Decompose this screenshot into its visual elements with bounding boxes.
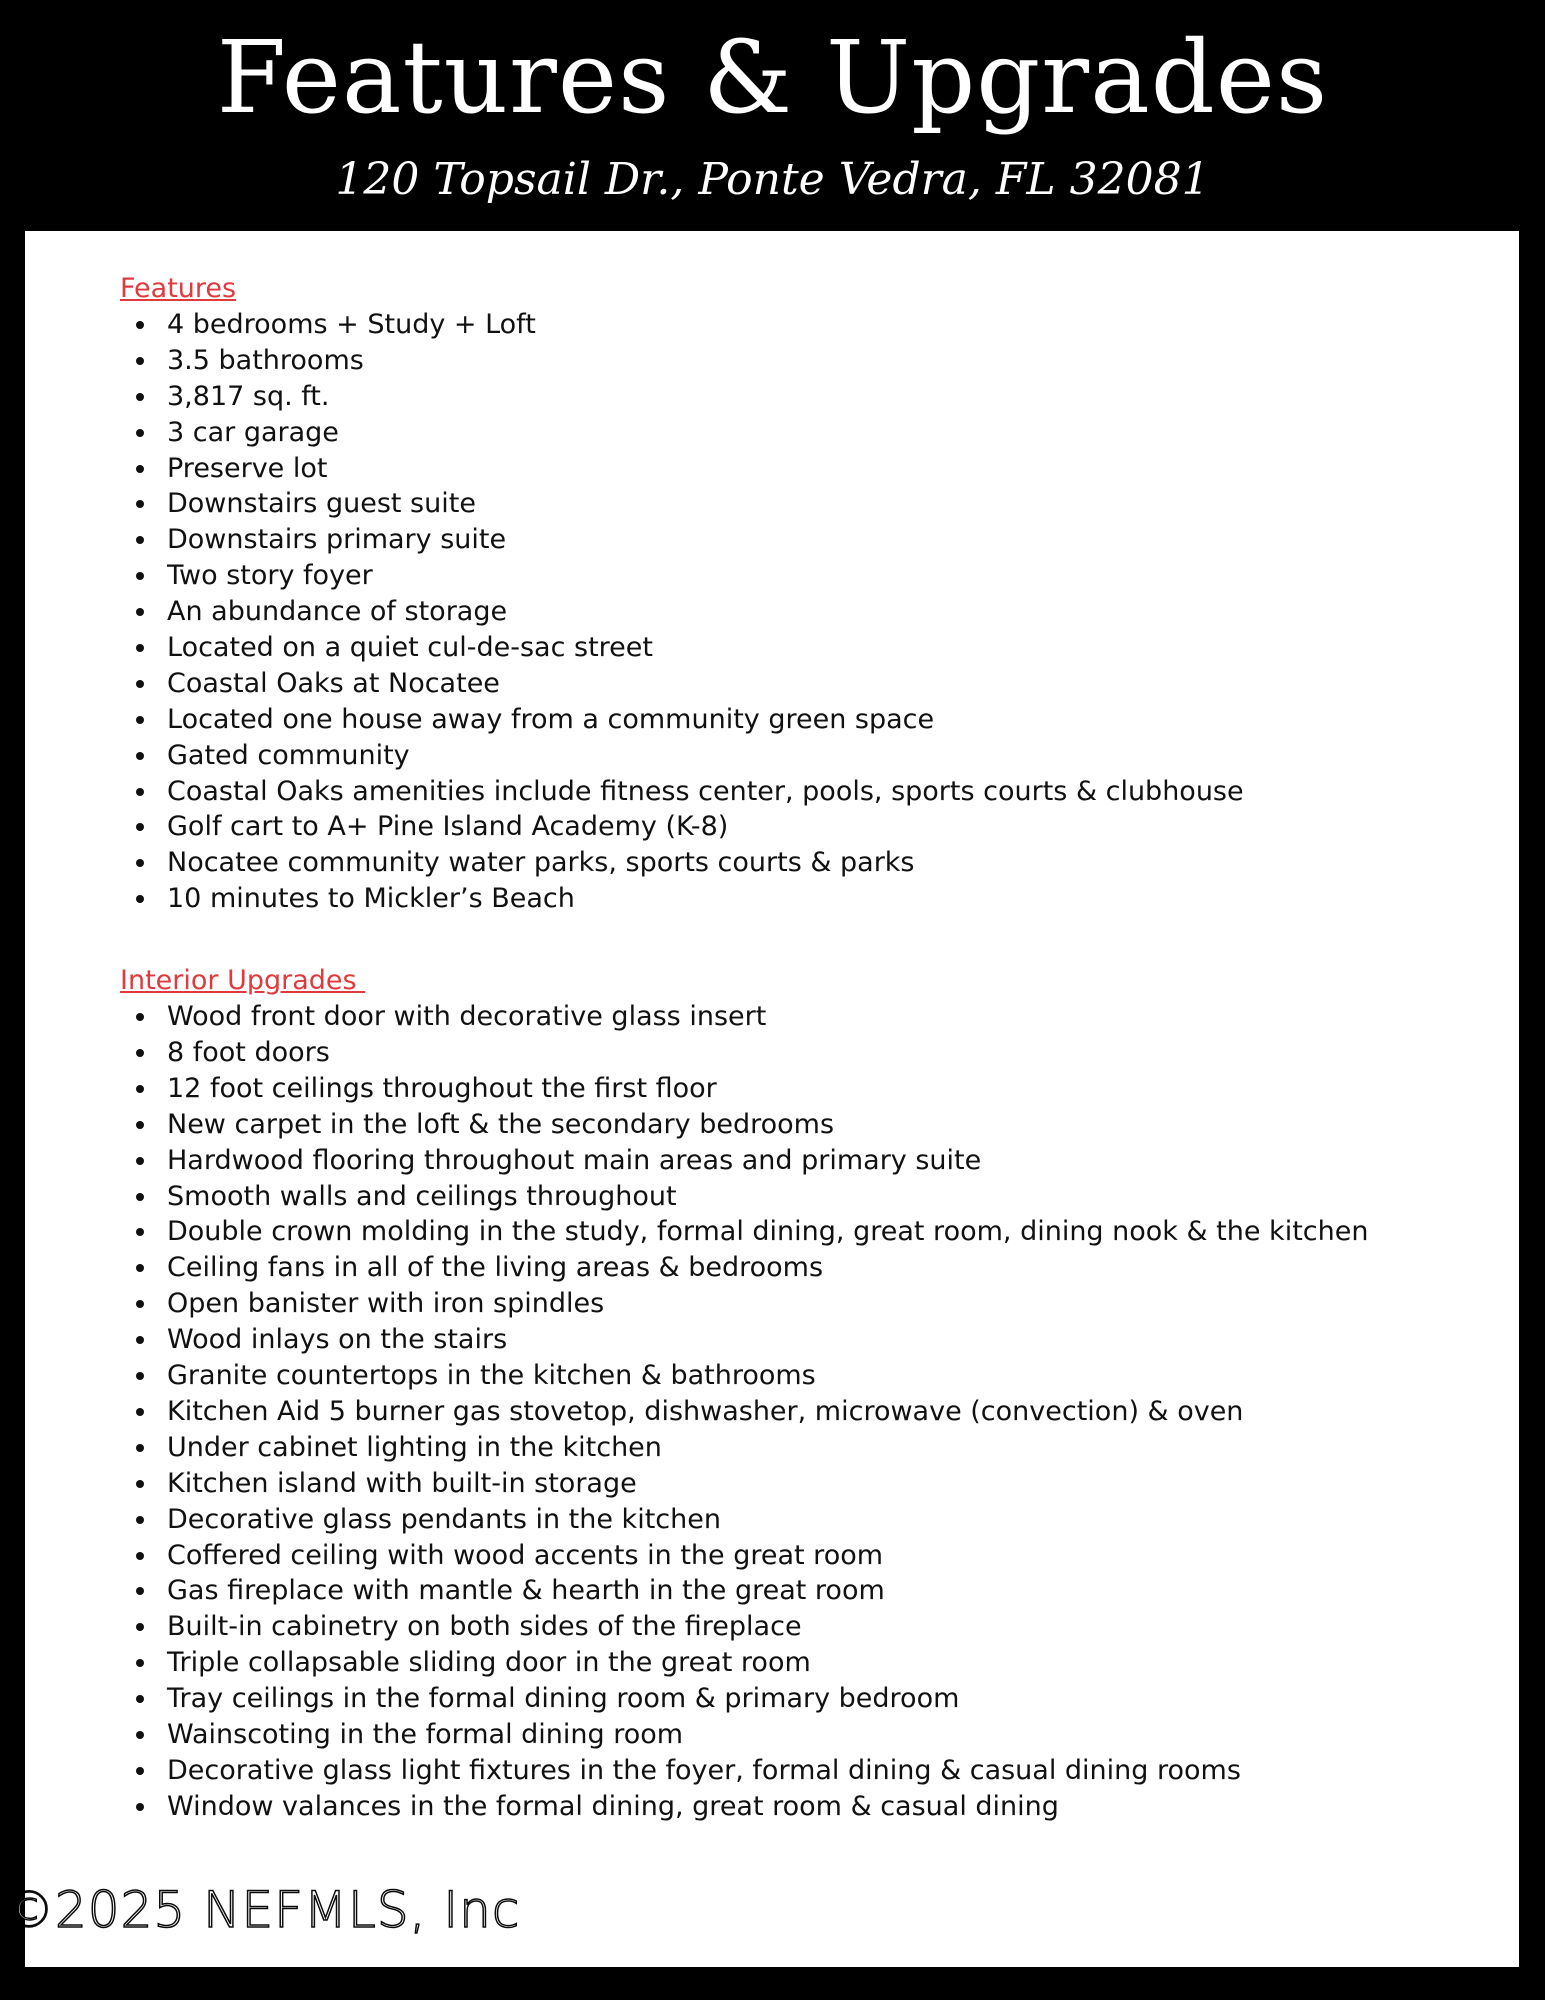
bullet-icon [136,1085,144,1093]
list-item-text: Wood front door with decorative glass insert [167,1001,767,1033]
list-item-text: Window valances in the formal dining, great room & casual dining [167,1790,1059,1822]
list-item [120,1573,1500,1609]
list-item-text: Hardwood flooring throughout main areas and primary suite [167,1144,982,1176]
list-item-text: Smooth walls and ceilings throughout [167,1180,677,1212]
bullet-icon [136,859,144,867]
list-item [120,1681,1500,1717]
features-list [120,307,1500,917]
list-item [120,1717,1500,1753]
list-item [120,845,1500,881]
bullet-icon [136,1300,144,1308]
list-item-text: Decorative glass light fixtures in the foyer, formal dining & casual dining rooms [167,1754,1241,1786]
list-item [120,343,1500,379]
bullet-icon [136,1552,144,1560]
list-item [120,774,1500,810]
list-item-text: 3,817 sq. ft. [167,380,330,412]
list-item [120,1358,1500,1394]
bullet-icon [136,1803,144,1811]
bullet-icon [136,1444,144,1452]
list-item-text: New carpet in the loft & the secondary bedrooms [167,1108,835,1140]
bullet-icon [136,1264,144,1272]
bullet-icon [136,1193,144,1201]
bullet-icon [136,429,144,437]
list-item-text: Golf cart to A+ Pine Island Academy (K-8) [167,811,729,843]
list-item [120,1430,1500,1466]
bullet-icon [136,1623,144,1631]
bullet-icon [136,608,144,616]
list-item-text: Kitchen Aid 5 burner gas stovetop, dishwasher, microwave (convection) & oven [167,1395,1244,1427]
list-item [120,881,1500,917]
list-item [120,1071,1500,1107]
bullet-icon [136,1121,144,1129]
list-item [120,1466,1500,1502]
list-item [120,451,1500,487]
list-item [120,666,1500,702]
bullet-icon [136,1695,144,1703]
content-panel [25,231,1519,1967]
list-item-text: Decorative glass pendants in the kitchen [167,1503,721,1535]
list-item [120,1394,1500,1430]
list-item-text: 3.5 bathrooms [167,344,364,376]
list-item-text: Gas fireplace with mantle & hearth in the great room [167,1575,885,1607]
property-address: 120 Topsail Dr., Ponte Vedra, FL 32081 [335,154,1210,205]
list-item-text: Coastal Oaks at Nocatee [167,667,500,699]
list-item-text: Built-in cabinetry on both sides of the fireplace [167,1611,802,1643]
bullet-icon [136,393,144,401]
list-item-text: 12 foot ceilings throughout the first floor [167,1072,717,1104]
bullet-icon [136,1767,144,1775]
list-item-text: Located one house away from a community green space [167,703,935,735]
list-item [120,1753,1500,1789]
bullet-icon [136,1731,144,1739]
bullet-icon [136,1228,144,1236]
list-item [120,630,1500,666]
list-item [120,1214,1500,1250]
copyright-watermark: ©2025 NEFMLS, Inc [4,1881,521,1939]
list-item [120,415,1500,451]
list-item [120,1609,1500,1645]
bullet-icon [136,716,144,724]
bullet-icon [136,1013,144,1021]
list-item-text: Downstairs primary suite [167,524,507,556]
bullet-icon [136,1480,144,1488]
list-item [120,379,1500,415]
list-item [120,702,1500,738]
interior-upgrades-heading: Interior Upgrades [120,965,366,997]
list-item-text: 4 bedrooms + Study + Loft [167,309,536,340]
bullet-icon [136,1587,144,1595]
list-item [120,1143,1500,1179]
list-item-text: Tray ceilings in the formal dining room & primary bedroom [167,1683,960,1715]
page-title: Features & Upgrades [216,19,1329,136]
list-item [120,307,1500,343]
bullet-icon [136,680,144,688]
bullet-icon [136,823,144,831]
bullet-icon [136,1516,144,1524]
list-item-text: Wood inlays on the stairs [167,1324,508,1356]
list-item-text: Double crown molding in the study, formal dining, great room, dining nook & the kitchen [167,1216,1369,1248]
bullet-icon [136,572,144,580]
list-item [120,522,1500,558]
list-item-text: Gated community [167,739,410,771]
list-item-text: An abundance of storage [167,596,508,628]
list-item [120,1286,1500,1322]
list-item [120,1179,1500,1215]
list-item [120,1250,1500,1286]
list-item [120,999,1500,1035]
bullet-icon [136,1659,144,1667]
bullet-icon [136,321,144,329]
list-item-text: Coffered ceiling with wood accents in the great room [167,1539,884,1571]
section-spacer [120,917,1500,963]
bullet-icon [136,788,144,796]
content-body [120,271,1500,1825]
bullet-icon [136,644,144,652]
bullet-icon [136,465,144,473]
list-item-text: 3 car garage [167,416,339,448]
list-item-text: Coastal Oaks amenities include fitness center, pools, sports courts & clubhouse [167,775,1244,807]
list-item [120,1645,1500,1681]
bullet-icon [136,752,144,760]
list-item-text: 10 minutes to Mickler’s Beach [167,883,575,915]
list-item-text: 8 foot doors [167,1037,330,1069]
list-item [120,1107,1500,1143]
list-item-text: Downstairs guest suite [167,488,476,520]
bullet-icon [136,895,144,903]
bullet-icon [136,500,144,508]
list-item [120,1322,1500,1358]
interior-upgrades-list [120,999,1500,1824]
list-item [120,1538,1500,1574]
list-item-text: Located on a quiet cul-de-sac street [167,632,653,664]
bullet-icon [136,1157,144,1165]
list-item [120,809,1500,845]
list-item-text: Granite countertops in the kitchen & bathrooms [167,1360,816,1392]
list-item [120,738,1500,774]
list-item-text: Kitchen island with built-in storage [167,1467,637,1499]
list-item-text: Open banister with iron spindles [167,1288,605,1320]
list-item-text: Under cabinet lighting in the kitchen [167,1431,662,1463]
list-item [120,558,1500,594]
list-item [120,486,1500,522]
features-heading: Features [120,273,237,304]
bullet-icon [136,1372,144,1380]
bullet-icon [136,1049,144,1057]
list-item-text: Triple collapsable sliding door in the great room [167,1647,811,1679]
list-item-text: Two story foyer [167,560,373,592]
bullet-icon [136,536,144,544]
list-item [120,1789,1500,1825]
list-item-text: Preserve lot [167,452,328,484]
list-item-text: Ceiling fans in all of the living areas & bedrooms [167,1252,824,1284]
bullet-icon [136,357,144,365]
list-item [120,1502,1500,1538]
list-item-text: Wainscoting in the formal dining room [167,1718,684,1750]
list-item [120,1035,1500,1071]
bullet-icon [136,1336,144,1344]
list-item-text: Nocatee community water parks, sports courts & parks [167,847,915,879]
bullet-icon [136,1408,144,1416]
list-item [120,594,1500,630]
header [0,0,1545,230]
